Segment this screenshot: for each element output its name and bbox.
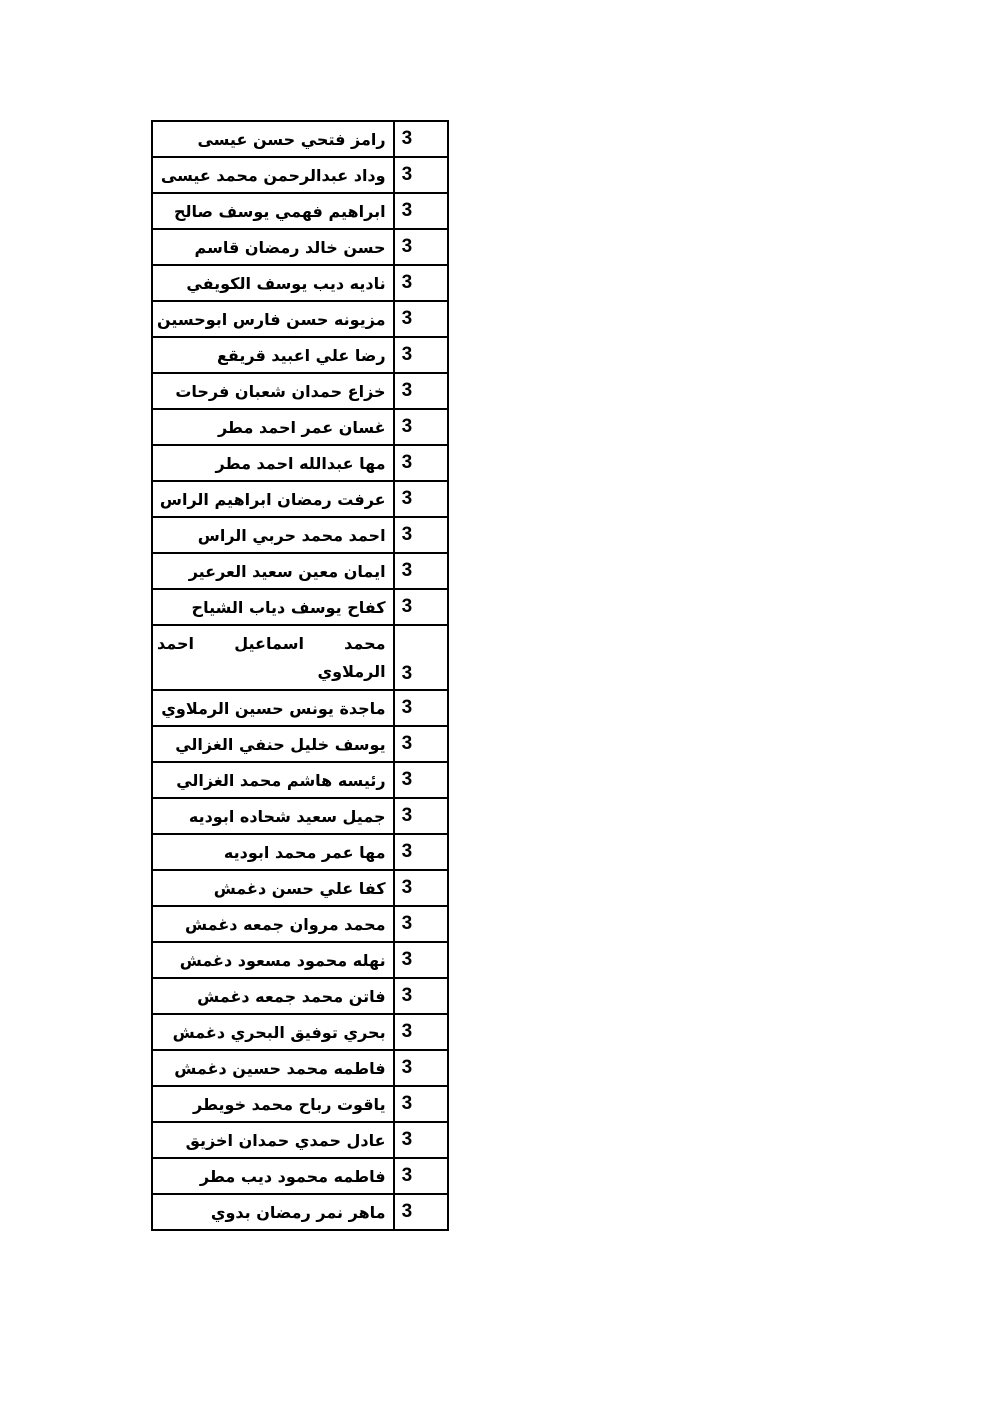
name-cell: عرفت رمضان ابراهيم الراس — [152, 481, 394, 517]
name-cell: رضا علي اعبيد قريقع — [152, 337, 394, 373]
number-cell: 3 — [394, 726, 448, 762]
number-cell: 3 — [394, 1050, 448, 1086]
number-cell: 3 — [394, 445, 448, 481]
name-cell: كفا علي حسن دغمش — [152, 870, 394, 906]
name-cell: ايمان معين سعيد العرعير — [152, 553, 394, 589]
table-row — [152, 445, 448, 481]
number-cell: 3 — [394, 517, 448, 553]
number-cell: 3 — [394, 834, 448, 870]
name-cell: رامز فتحي حسن عيسى — [152, 121, 394, 157]
name-cell: ماجدة يونس حسين الرملاوي — [152, 690, 394, 726]
number-cell: 3 — [394, 337, 448, 373]
number-cell: 3 — [394, 762, 448, 798]
name-cell: نهله محمود مسعود دغمش — [152, 942, 394, 978]
number-cell: 3 — [394, 1014, 448, 1050]
table-row — [152, 553, 448, 589]
name-cell: ياقوت رباح محمد خويطر — [152, 1086, 394, 1122]
table-row — [152, 834, 448, 870]
name-cell: جميل سعيد شحاده ابوديه — [152, 798, 394, 834]
name-cell: كفاح يوسف دياب الشياح — [152, 589, 394, 625]
number-cell: 3 — [394, 798, 448, 834]
name-cell: غسان عمر احمد مطر — [152, 409, 394, 445]
name-cell: عادل حمدي حمدان اخزيق — [152, 1122, 394, 1158]
table-row — [152, 942, 448, 978]
table-row — [152, 798, 448, 834]
table-row — [152, 870, 448, 906]
number-cell: 3 — [394, 625, 448, 690]
name-cell: يوسف خليل حنفي الغزالي — [152, 726, 394, 762]
table-row — [152, 1122, 448, 1158]
table-row — [152, 1158, 448, 1194]
number-cell: 3 — [394, 978, 448, 1014]
number-cell: 3 — [394, 481, 448, 517]
table-row — [152, 229, 448, 265]
table-row — [152, 690, 448, 726]
table-row — [152, 265, 448, 301]
number-cell: 3 — [394, 690, 448, 726]
table-row — [152, 1086, 448, 1122]
table-row — [152, 1194, 448, 1230]
number-cell: 3 — [394, 942, 448, 978]
number-cell: 3 — [394, 1194, 448, 1230]
number-cell: 3 — [394, 1122, 448, 1158]
table-row — [152, 726, 448, 762]
name-cell: حسن خالد رمضان قاسم — [152, 229, 394, 265]
name-cell: مزيونه حسن فارس ابوحسين — [152, 301, 394, 337]
name-cell: بحري توفيق البحري دغمش — [152, 1014, 394, 1050]
number-cell: 3 — [394, 301, 448, 337]
name-cell: خزاع حمدان شعبان فرحات — [152, 373, 394, 409]
number-cell: 3 — [394, 409, 448, 445]
name-cell: محمد اسماعيل احمد الرملاوي — [152, 625, 394, 690]
table-row — [152, 517, 448, 553]
name-cell: احمد محمد حربي الراس — [152, 517, 394, 553]
name-cell: مها عمر محمد ابوديه — [152, 834, 394, 870]
number-cell: 3 — [394, 157, 448, 193]
number-cell: 3 — [394, 870, 448, 906]
name-cell: وداد عبدالرحمن محمد عيسى — [152, 157, 394, 193]
name-cell: محمد مروان جمعه دغمش — [152, 906, 394, 942]
table-row — [152, 481, 448, 517]
number-cell: 3 — [394, 265, 448, 301]
number-cell: 3 — [394, 229, 448, 265]
table-row — [152, 373, 448, 409]
name-cell: مها عبدالله احمد مطر — [152, 445, 394, 481]
table-row — [152, 301, 448, 337]
table-row — [152, 157, 448, 193]
table-row — [152, 762, 448, 798]
table-row — [152, 625, 448, 690]
name-cell: ناديه ديب يوسف الكويفي — [152, 265, 394, 301]
number-cell: 3 — [394, 193, 448, 229]
table-row — [152, 1050, 448, 1086]
number-cell: 3 — [394, 373, 448, 409]
name-cell: ابراهيم فهمي يوسف صالح — [152, 193, 394, 229]
number-cell: 3 — [394, 906, 448, 942]
table-row — [152, 978, 448, 1014]
table-row — [152, 1014, 448, 1050]
name-cell: فاتن محمد جمعه دغمش — [152, 978, 394, 1014]
table-row — [152, 589, 448, 625]
number-cell: 3 — [394, 121, 448, 157]
number-cell: 3 — [394, 1158, 448, 1194]
names-table — [151, 120, 449, 1231]
name-cell: رئيسه هاشم محمد الغزالي — [152, 762, 394, 798]
table-row — [152, 337, 448, 373]
number-cell: 3 — [394, 1086, 448, 1122]
name-cell: فاطمه محمد حسين دغمش — [152, 1050, 394, 1086]
name-cell: ماهر نمر رمضان بدوي — [152, 1194, 394, 1230]
number-cell: 3 — [394, 553, 448, 589]
table-row — [152, 409, 448, 445]
number-cell: 3 — [394, 589, 448, 625]
table-row — [152, 193, 448, 229]
table-row — [152, 906, 448, 942]
name-cell: فاطمه محمود ديب مطر — [152, 1158, 394, 1194]
table-row — [152, 121, 448, 157]
